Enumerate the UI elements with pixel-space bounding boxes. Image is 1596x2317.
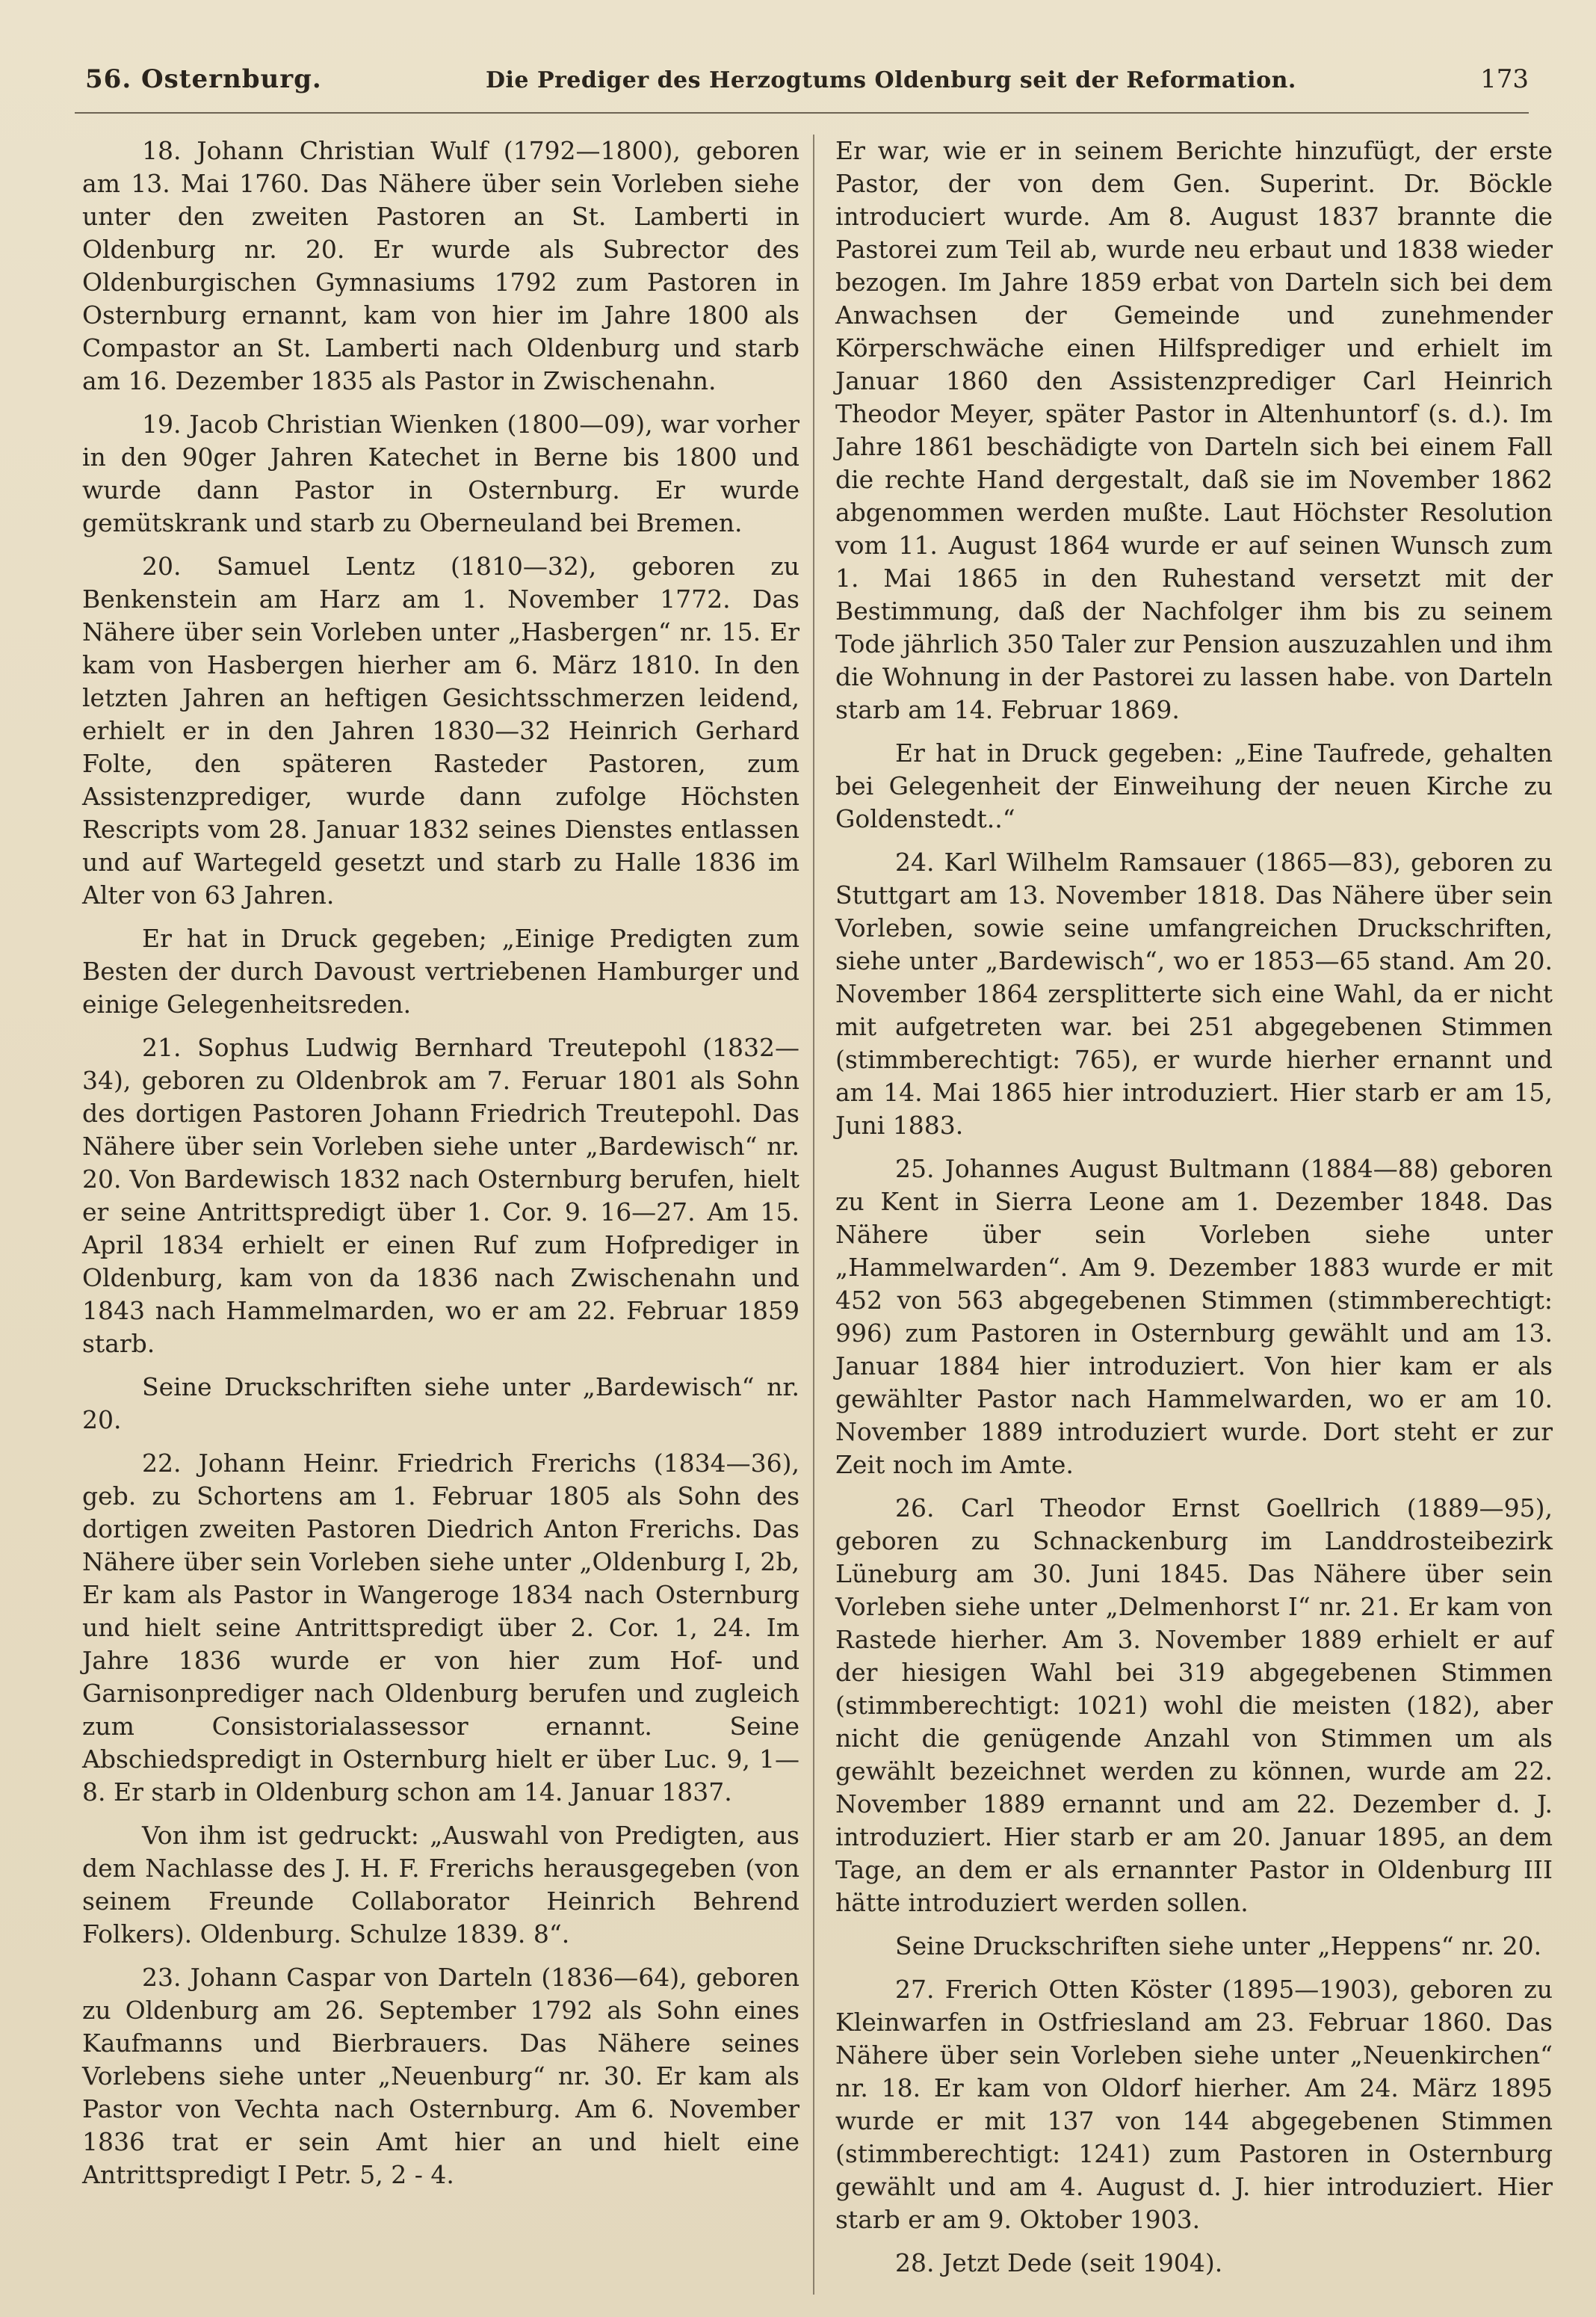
- paragraph-entry-26: 26. Carl Theodor Ernst Goellrich (1889—95), geboren zu Schnackenburg im Landdrosteibezirk Lüneburg am 30. Juni 1845. Das Nähere über sein Vorleben siehe unter „Delmenhorst I“ nr. 21. Er kam von Rastede hierher. Am 3. November 1889 erhielt er auf der hiesigen Wahl bei 319 abgegebenen Stimmen (stimmberechtigt: 1021) wohl die meisten (182), aber nicht die genügende Anzahl von Stimmen um als gewählt bezeichnet werden zu können, wurde am 22. November 1889 ernannt und am 22. Dezember d. J. introduziert. Hier starb er am 20. Januar 1895, an dem Tage, an dem er als ernannter Pastor in Oldenburg III hätte introduziert werden sollen.: [835, 1493, 1553, 1917]
- running-title: Die Prediger des Herzogtums Oldenburg seit der Reformation.: [486, 67, 1296, 93]
- column-divider: [813, 135, 814, 2295]
- paragraph-entry-22-publications: Von ihm ist gedruckt: „Auswahl von Predigten, aus dem Nachlasse des J. H. F. Frerichs herausgegeben (von seinem Freunde Collaborator Heinrich Behrend Folkers). Oldenburg. Schulze 1839. 8“.: [82, 1821, 799, 1949]
- paragraph-entry-26-publications: Seine Druckschriften siehe unter „Heppens“ nr. 20.: [895, 1931, 1542, 1960]
- paragraph-entry-28: 28. Jetzt Dede (seit 1904).: [895, 2248, 1223, 2277]
- paragraph-entry-19: 19. Jacob Christian Wienken (1800—09), war vorher in den 90ger Jahren Katechet in Berne bis 1800 und wurde dann Pastor in Osternburg. Er wurde gemütskrank und starb zu Oberneuland bei Bremen.: [82, 410, 799, 537]
- paragraph-entry-18: 18. Johann Christian Wulf (1792—1800), geboren am 13. Mai 1760. Das Nähere über sein Vorleben siehe unter den zweiten Pastoren an St. Lamberti in Oldenburg nr. 20. Er wurde als Subrector des Oldenburgischen Gymnasiums 1792 zum Pastoren in Osternburg ernannt, kam von hier im Jahre 1800 als Compastor an St. Lamberti nach Oldenburg und starb am 16. Dezember 1835 als Pastor in Zwischenahn.: [82, 136, 799, 395]
- paragraph-entry-20-publications: Er hat in Druck gegeben; „Einige Predigten zum Besten der durch Davoust vertriebenen Hamburger und einige Gelegenheitsreden.: [82, 924, 799, 1019]
- paragraph-entry-23-continued: Er war, wie er in seinem Berichte hinzufügt, der erste Pastor, der von dem Gen. Superint. Dr. Böckle introduciert wurde. Am 8. August 1837 brannte die Pastorei zum Teil ab, wurde neu erbaut und 1838 wieder bezogen. Im Jahre 1859 erbat von Darteln sich bei dem Anwachsen der Gemeinde und zunehmender Körperschwäche einen Hilfsprediger und erhielt im Januar 1860 den Assistenzprediger Carl Heinrich Theodor Meyer, später Pastor in Altenhuntorf (s. d.). Im Jahre 1861 beschädigte von Darteln sich bei einem Fall die rechte Hand dergestalt, daß sie im November 1862 abgenommen werden mußte. Laut Höchster Resolution vom 11. August 1864 wurde er auf seinen Wunsch zum 1. Mai 1865 in den Ruhestand versetzt mit der Bestimmung, daß der Nachfolger ihm bis zu seinem Tode jährlich 350 Taler zur Pension auszuzahlen und ihm die Wohnung in der Pastorei zu lassen habe. von Darteln starb am 14. Februar 1869.: [835, 136, 1553, 724]
- paragraph-entry-25: 25. Johannes August Bultmann (1884—88) geboren zu Kent in Sierra Leone am 1. Dezember 1848. Das Nähere über sein Vorleben siehe unter „Hammelwarden“. Am 9. Dezember 1883 wurde er mit 452 von 563 abgegebenen Stimmen (stimmberechtigt: 996) zum Pastoren in Osternburg gewählt und am 13. Januar 1884 hier introduziert. Von hier kam er als gewählter Pastor nach Hammelwarden, wo er am 10. November 1889 introduziert wurde. Dort steht er zur Zeit noch im Amte.: [835, 1154, 1553, 1479]
- paragraph-entry-23-publications: Er hat in Druck gegeben: „Eine Taufrede, gehalten bei Gelegenheit der Einweihung der neuen Kirche zu Goldenstedt..“: [835, 738, 1553, 833]
- paragraph-entry-27: 27. Frerich Otten Köster (1895—1903), geboren zu Kleinwarfen in Ostfriesland am 23. Februar 1860. Das Nähere über sein Vorleben siehe unter „Neuenkirchen“ nr. 18. Er kam von Oldorf hierher. Am 24. März 1895 wurde er mit 137 von 144 abgegebenen Stimmen (stimmberechtigt: 1241) zum Pastoren in Osternburg gewählt und am 4. August d. J. hier introduziert. Hier starb er am 9. Oktober 1903.: [835, 1975, 1553, 2234]
- section-title: 56. Osternburg.: [85, 64, 322, 94]
- paragraph-entry-24: 24. Karl Wilhelm Ramsauer (1865—83), geboren zu Stuttgart am 13. November 1818. Das Nähere über sein Vorleben, sowie seine umfangreichen Druckschriften, siehe unter „Bardewisch“, wo er 1853—65 stand. Am 20. November 1864 zersplitterte sich eine Wahl, da er nicht mit aufgetreten war. bei 251 abgegebenen Stimmen (stimmberechtigt: 765), er wurde hierher ernannt und am 14. Mai 1865 hier introduziert. Hier starb er am 15, Juni 1883.: [835, 848, 1553, 1140]
- paragraph-entry-20: 20. Samuel Lentz (1810—32), geboren zu Benkenstein am Harz am 1. November 1772. Das Nähere über sein Vorleben unter „Hasbergen“ nr. 15. Er kam von Hasbergen hierher am 6. März 1810. In den letzten Jahren an heftigen Gesichtsschmerzen leidend, erhielt er in den Jahren 1830—32 Heinrich Gerhard Folte, den späteren Rasteder Pastoren, zum Assistenzprediger, wurde dann zufolge Höchsten Rescripts vom 28. Januar 1832 seines Dienstes entlassen und auf Wartegeld gesetzt und starb zu Halle 1836 im Alter von 63 Jahren.: [82, 552, 799, 910]
- paragraph-entry-22: 22. Johann Heinr. Friedrich Frerichs (1834—36), geb. zu Schortens am 1. Februar 1805 als Sohn des dortigen zweiten Pastoren Diedrich Anton Frerichs. Das Nähere über sein Vorleben siehe unter „Oldenburg I, 2b, Er kam als Pastor in Wangeroge 1834 nach Osternburg und hielt seine Antrittspredigt über 2. Cor. 1, 24. Im Jahre 1836 wurde er von hier zum Hof- und Garnisonprediger nach Oldenburg berufen und zugleich zum Consistorialassessor ernannt. Seine Abschiedspredigt in Osternburg hielt er über Luc. 9, 1—8. Er starb in Oldenburg schon am 14. Januar 1837.: [82, 1448, 799, 1807]
- right-column: [835, 135, 1553, 2290]
- paragraph-entry-21-publications: Seine Druckschriften siehe unter „Bardewisch“ nr. 20.: [82, 1372, 799, 1434]
- left-column: [82, 135, 799, 2202]
- paragraph-entry-21: 21. Sophus Ludwig Bernhard Treutepohl (1832—34), geboren zu Oldenbrok am 7. Feruar 1801 als Sohn des dortigen Pastoren Johann Friedrich Treutepohl. Das Nähere über sein Vorleben siehe unter „Bardewisch“ nr. 20. Von Bardewisch 1832 nach Osternburg berufen, hielt er seine Antrittspredigt über 1. Cor. 9. 16—27. Am 15. April 1834 erhielt er einen Ruf zum Hofprediger in Oldenburg, kam von da 1836 nach Zwischenahn und 1843 nach Hammelmarden, wo er am 22. Februar 1859 starb.: [82, 1033, 799, 1358]
- paragraph-entry-23: 23. Johann Caspar von Darteln (1836—64), geboren zu Oldenburg am 26. September 1792 als Sohn eines Kaufmanns und Bierbrauers. Das Nähere seines Vorlebens siehe unter „Neuenburg“ nr. 30. Er kam als Pastor von Vechta nach Osternburg. Am 6. November 1836 trat er sein Amt hier an und hielt eine Antrittspredigt I Petr. 5, 2 - 4.: [82, 1963, 799, 2189]
- header-divider: [75, 112, 1529, 114]
- page-header: [52, 64, 1544, 106]
- page-number: 173: [1480, 64, 1529, 94]
